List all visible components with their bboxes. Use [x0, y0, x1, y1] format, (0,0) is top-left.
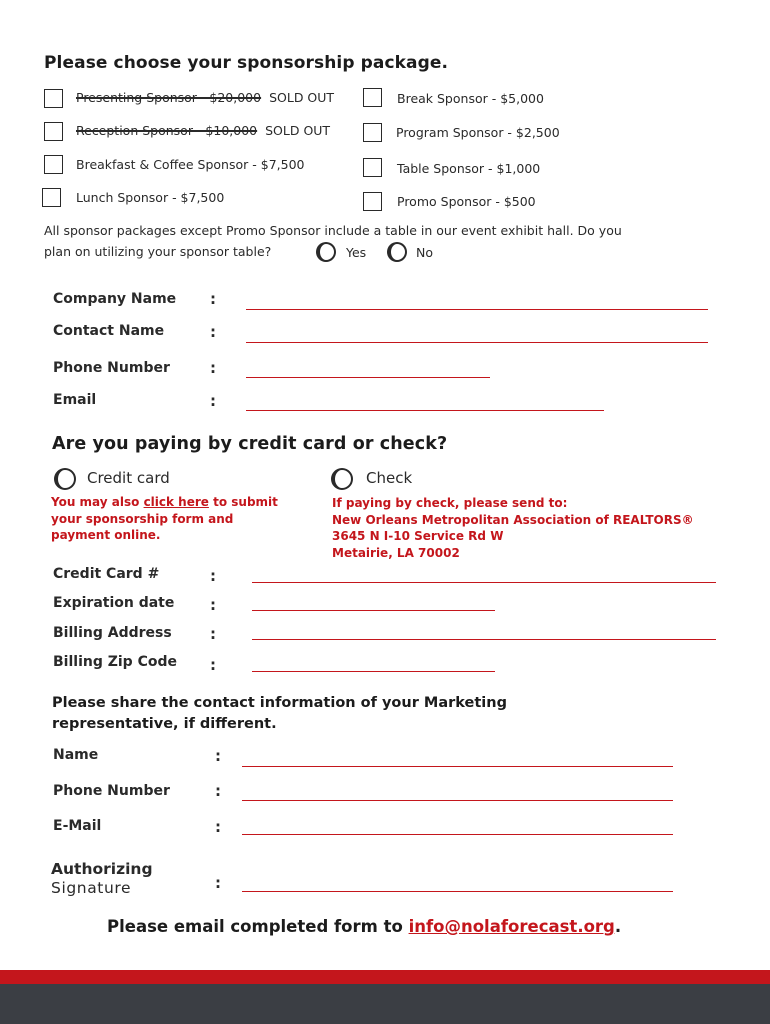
presenting-sponsor-checkbox[interactable] — [44, 89, 63, 108]
contact-name-colon: : — [210, 323, 216, 341]
online-payment-note — [51, 494, 278, 544]
table-note-line2: plan on utilizing your sponsor table? — [44, 244, 272, 259]
expiration-date-label: Expiration date — [53, 595, 175, 611]
footer-dark-band — [0, 984, 770, 1024]
contact-name-field[interactable] — [246, 342, 708, 343]
online-note-line3: payment online. — [51, 528, 161, 542]
package-section-title: Please choose your sponsorship package. — [44, 53, 449, 73]
footer-red-band — [0, 970, 770, 984]
lunch-sponsor-label: Lunch Sponsor - $7,500 — [76, 190, 225, 205]
billing-zip-label: Billing Zip Code — [53, 654, 177, 670]
signature-label-line2: Signature — [51, 879, 132, 897]
phone-number-field[interactable] — [246, 377, 490, 378]
reception-sponsor-status: SOLD OUT — [265, 123, 331, 138]
table-note-line1: All sponsor packages except Promo Sponsor include a table in our event exhibit hall. Do you — [44, 223, 622, 238]
company-name-colon: : — [210, 290, 216, 308]
contact-name-label: Contact Name — [53, 323, 165, 339]
credit-card-number-label: Credit Card # — [53, 566, 160, 582]
lunch-sponsor-checkbox[interactable] — [42, 188, 61, 207]
table-yes-radio[interactable] — [316, 242, 336, 262]
reception-sponsor-checkbox[interactable] — [44, 122, 63, 141]
marketing-title-line2: representative, if different. — [52, 716, 277, 732]
payment-section-title: Are you paying by credit card or check? — [52, 434, 448, 454]
marketing-name-field[interactable] — [242, 766, 673, 767]
promo-sponsor-checkbox[interactable] — [363, 192, 382, 211]
table-sponsor-label: Table Sponsor - $1,000 — [397, 161, 541, 176]
check-note-line4: Metairie, LA 70002 — [332, 545, 460, 560]
expiration-date-colon: : — [210, 596, 216, 614]
table-sponsor-checkbox[interactable] — [363, 158, 382, 177]
phone-number-label: Phone Number — [53, 360, 170, 376]
presenting-sponsor-option — [76, 90, 334, 105]
reception-sponsor-option — [76, 123, 330, 138]
email-colon: : — [210, 392, 216, 410]
marketing-phone-field[interactable] — [242, 800, 673, 801]
check-note-line2: New Orleans Metropolitan Association of REALTORS® — [332, 512, 694, 527]
marketing-title-line1: Please share the contact information of your Marketing — [52, 695, 507, 711]
company-name-field[interactable] — [246, 309, 708, 310]
reception-sponsor-label: Reception Sponsor - $10,000 — [76, 123, 258, 138]
email-label: Email — [53, 392, 97, 408]
credit-card-number-colon: : — [210, 567, 216, 585]
marketing-name-label: Name — [53, 747, 99, 763]
signature-label — [51, 860, 153, 898]
email-field[interactable] — [246, 410, 604, 411]
online-note-after: to submit — [208, 495, 278, 509]
check-label: Check — [366, 469, 413, 487]
presenting-sponsor-label: Presenting Sponsor - $20,000 — [76, 90, 262, 105]
program-sponsor-checkbox[interactable] — [363, 123, 382, 142]
online-payment-link[interactable]: click here — [143, 495, 209, 509]
billing-address-field[interactable] — [252, 639, 716, 640]
marketing-email-label: E-Mail — [53, 818, 102, 834]
credit-card-radio[interactable] — [54, 468, 76, 490]
promo-sponsor-label: Promo Sponsor - $500 — [397, 194, 536, 209]
break-sponsor-checkbox[interactable] — [363, 88, 382, 107]
breakfast-sponsor-label: Breakfast & Coffee Sponsor - $7,500 — [76, 157, 305, 172]
marketing-email-field[interactable] — [242, 834, 673, 835]
email-link[interactable]: info@nolaforecast.org — [408, 917, 615, 936]
table-no-label: No — [416, 245, 433, 260]
break-sponsor-label: Break Sponsor - $5,000 — [397, 91, 544, 106]
marketing-email-colon: : — [215, 818, 221, 836]
check-note-line1: If paying by check, please send to: — [332, 496, 568, 510]
email-instruction — [107, 917, 621, 936]
credit-card-number-field[interactable] — [252, 582, 716, 583]
table-no-radio[interactable] — [387, 242, 407, 262]
billing-zip-field[interactable] — [252, 671, 495, 672]
signature-colon: : — [215, 874, 221, 892]
billing-address-label: Billing Address — [53, 625, 172, 641]
signature-field[interactable] — [242, 891, 673, 892]
marketing-section-title — [52, 693, 507, 735]
billing-address-colon: : — [210, 625, 216, 643]
breakfast-sponsor-checkbox[interactable] — [44, 155, 63, 174]
check-note-line3: 3645 N I-10 Service Rd W — [332, 529, 504, 543]
company-name-label: Company Name — [53, 291, 177, 307]
marketing-name-colon: : — [215, 747, 221, 765]
marketing-phone-colon: : — [215, 782, 221, 800]
program-sponsor-label: Program Sponsor - $2,500 — [396, 125, 560, 140]
check-radio[interactable] — [331, 468, 353, 490]
online-note-line2: your sponsorship form and — [51, 511, 234, 526]
email-instruction-text: Please email completed form to — [107, 917, 409, 936]
expiration-date-field[interactable] — [252, 610, 495, 611]
billing-zip-colon: : — [210, 656, 216, 674]
check-mailing-note — [332, 495, 694, 561]
phone-number-colon: : — [210, 359, 216, 377]
credit-card-label: Credit card — [87, 469, 170, 487]
online-note-before: You may also — [51, 495, 144, 509]
signature-label-line1: Authorizing — [51, 860, 153, 878]
table-yes-label: Yes — [346, 245, 367, 260]
presenting-sponsor-status: SOLD OUT — [269, 90, 335, 105]
marketing-phone-label: Phone Number — [53, 783, 170, 799]
email-instruction-period: . — [614, 917, 622, 936]
